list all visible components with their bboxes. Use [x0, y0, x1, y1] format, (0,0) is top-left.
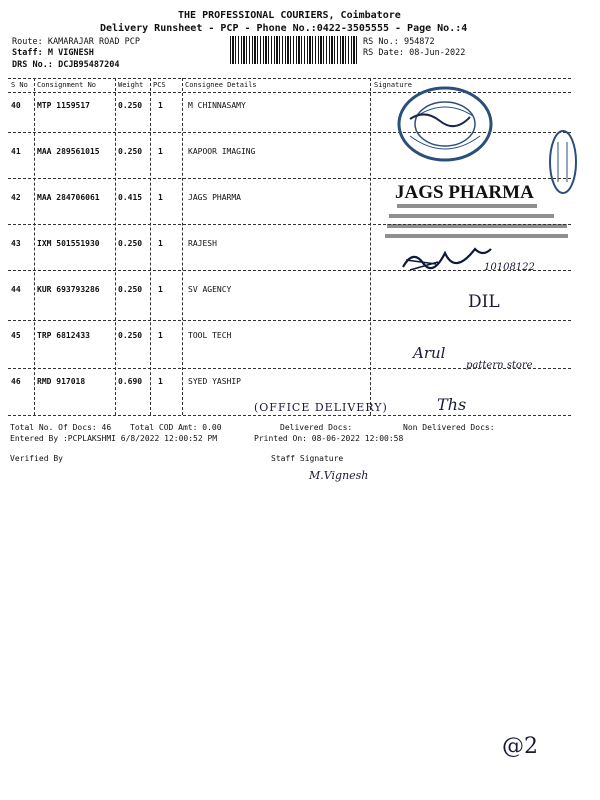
pattern-store-note: pattern store — [466, 360, 533, 371]
arul-signature: Arul — [413, 344, 446, 362]
row-weight: 0.250 — [118, 239, 143, 248]
row-sno: 43 — [11, 239, 21, 248]
row-rule — [8, 415, 571, 416]
route-label: Route: — [12, 37, 43, 47]
row-sno: 40 — [11, 101, 21, 110]
non-delivered-docs: Non Delivered Docs: — [403, 423, 495, 432]
row-weight: 0.250 — [118, 101, 143, 110]
row-pcs: 1 — [158, 331, 163, 340]
total-docs: Total No. Of Docs: 46 — [10, 423, 112, 432]
printed-on: Printed On: 08-06-2022 12:00:58 — [254, 434, 404, 443]
rs-date-label: RS Date: — [363, 48, 404, 58]
barcode-image — [230, 36, 358, 64]
drs-label: DRS No.: — [12, 60, 53, 70]
rajesh-note: 10108122 — [484, 262, 535, 273]
staff-label: Staff: — [12, 48, 43, 58]
row-consignment: RMD 917018 — [37, 377, 86, 386]
row-sno: 42 — [11, 193, 21, 202]
rs-date-value: 08-Jun-2022 — [409, 48, 466, 58]
rs-no-line — [363, 37, 435, 47]
row-sno: 41 — [11, 147, 21, 156]
row-pcs: 1 — [158, 147, 163, 156]
staff-value: M VIGNESH — [47, 48, 94, 58]
delivered-docs: Delivered Docs: — [280, 423, 353, 432]
row-weight: 0.250 — [118, 147, 143, 156]
ths-signature: Ths — [437, 395, 467, 414]
col-divider — [182, 78, 183, 415]
rs-no-label: RS No.: — [363, 37, 399, 47]
row-rule — [8, 320, 571, 321]
row-sno: 44 — [11, 285, 21, 294]
col-consignee: Consignee Details — [185, 81, 257, 89]
row-sno: 46 — [11, 377, 21, 386]
office-delivery-note: (OFFICE DELIVERY) — [254, 401, 388, 414]
verified-by: Verified By — [10, 454, 63, 463]
col-signature: Signature — [374, 81, 412, 89]
col-pcs: PCS — [153, 81, 166, 89]
row-consignee: RAJESH — [188, 239, 217, 248]
row-consignment: TRP 6812433 — [37, 331, 90, 340]
dil-signature: DIL — [468, 292, 500, 312]
row-consignment: KUR 693793286 — [37, 285, 100, 294]
row-pcs: 1 — [158, 377, 163, 386]
col-divider — [370, 78, 371, 415]
row-pcs: 1 — [158, 239, 163, 248]
total-cod: Total COD Amt: 0.00 — [130, 423, 222, 432]
company-title: THE PROFESSIONAL COURIERS, Coimbatore — [178, 10, 401, 21]
rs-date-line — [363, 48, 465, 58]
drs-value: DCJB95487204 — [58, 60, 120, 70]
jags-pharma-stamp — [385, 178, 585, 244]
route-line — [12, 37, 140, 47]
row-weight: 0.250 — [118, 285, 143, 294]
drs-line — [12, 60, 120, 70]
table-top-rule — [8, 78, 571, 79]
row-pcs: 1 — [158, 193, 163, 202]
row-weight: 0.250 — [118, 331, 143, 340]
row-sno: 45 — [11, 331, 21, 340]
row-consignee: SYED YASHIP — [188, 377, 241, 386]
row-weight: 0.690 — [118, 377, 143, 386]
col-sno: S No — [11, 81, 28, 89]
page-mark: @2 — [502, 734, 538, 759]
svg-text:JAGS PHARMA: JAGS PHARMA — [395, 182, 534, 203]
row-pcs: 1 — [158, 101, 163, 110]
col-divider — [115, 78, 116, 415]
row-consignee: SV AGENCY — [188, 285, 232, 294]
col-consignment: Consignment No — [37, 81, 97, 89]
ca-round-stamp — [392, 84, 498, 164]
col-divider — [34, 78, 35, 415]
entered-by: Entered By :PCPLAKSHMI 6/8/2022 12:00:52 PM — [10, 434, 218, 443]
rs-no-value: 954872 — [403, 37, 435, 47]
staff-signature-label: Staff Signature — [271, 454, 344, 463]
row-pcs: 1 — [158, 285, 163, 294]
staff-line — [12, 48, 94, 58]
staff-handwritten-signature: M.Vignesh — [309, 469, 369, 482]
row-consignment: MTP 1159517 — [37, 101, 90, 110]
row-consignee: JAGS PHARMA — [188, 193, 241, 202]
row-consignee: TOOL TECH — [188, 331, 232, 340]
row-consignment: IXM 501551930 — [37, 239, 100, 248]
row-consignment: MAA 289561015 — [37, 147, 100, 156]
rajesh-signature — [398, 245, 563, 277]
row-weight: 0.415 — [118, 193, 143, 202]
row-consignee: KAPOOR IMAGING — [188, 147, 256, 156]
runsheet-subtitle: Delivery Runsheet - PCP - Phone No.:0422-3505555 - Page No.:4 — [100, 23, 468, 34]
row-consignee: M CHINNASAMY — [188, 101, 246, 110]
route-value: KAMARAJAR ROAD PCP — [47, 37, 140, 47]
row-consignment: MAA 284706061 — [37, 193, 100, 202]
col-divider — [150, 78, 151, 415]
col-weight: Weight — [118, 81, 144, 89]
